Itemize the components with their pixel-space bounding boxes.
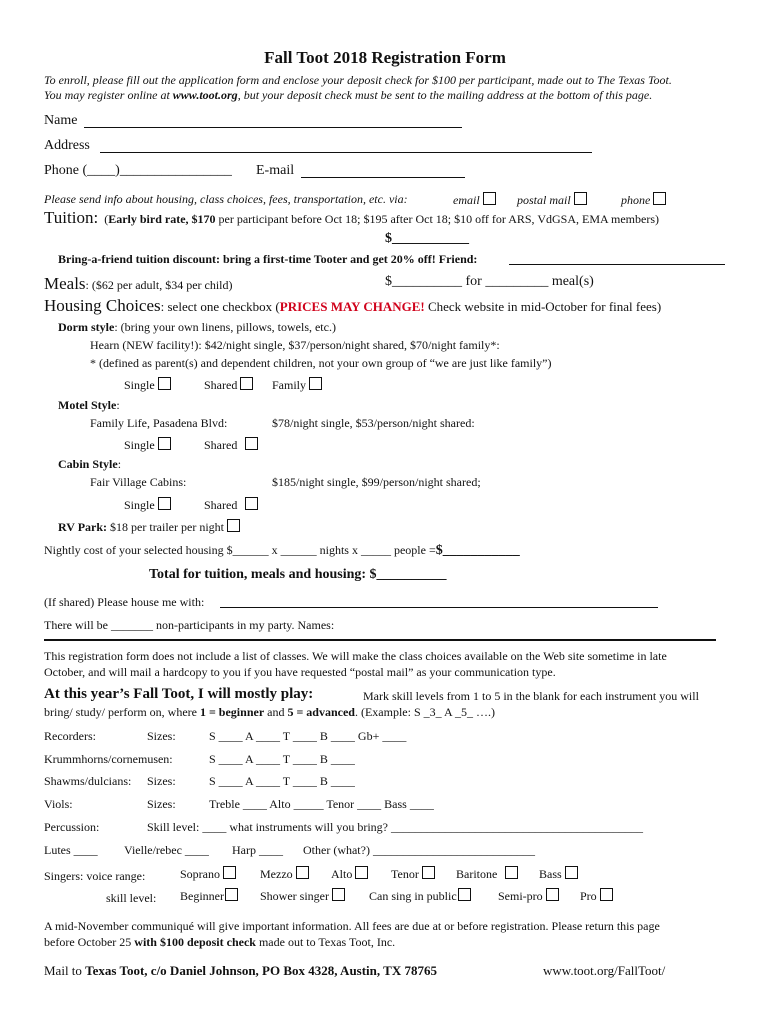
- dorm-single-checkbox[interactable]: [158, 377, 171, 390]
- percussion-field[interactable]: Skill level: ____ what instruments will you bring? __________________________________________: [147, 820, 643, 834]
- phone-field[interactable]: Phone (____)________________: [44, 163, 232, 178]
- meals-row: Meals: ($62 per adult, $34 per child): [44, 274, 233, 293]
- instrument-label: Viols:: [44, 797, 73, 811]
- viol-sizes-field[interactable]: Treble ____ Alto _____ Tenor ____ Bass ____: [209, 797, 434, 811]
- address-field[interactable]: [100, 152, 592, 153]
- email-checkbox[interactable]: [483, 192, 496, 205]
- intro-line-2: You may register online at www.toot.org, but your deposit check must be sent to the mailing address at the bottom of this page.: [44, 88, 653, 102]
- lutes-field[interactable]: Lutes ____: [44, 843, 98, 857]
- email-label: E-mail: [256, 163, 295, 178]
- cabin-style: Cabin Style:: [58, 457, 122, 471]
- voice-option-baritone[interactable]: Baritone: [456, 866, 518, 882]
- dorm-single-option[interactable]: Single: [124, 377, 171, 393]
- skill-option-beginner[interactable]: Beginner: [180, 888, 238, 904]
- nightly-cost-field[interactable]: Nightly cost of your selected housing $______ x ______ nights x _____ people =$___________: [44, 543, 520, 558]
- name-field[interactable]: [84, 127, 462, 128]
- other-instrument-field[interactable]: Other (what?) ___________________________: [303, 843, 535, 857]
- total-field[interactable]: Total for tuition, meals and housing: $__________: [149, 567, 447, 582]
- can-sing-in-public-checkbox[interactable]: [458, 888, 471, 901]
- shared-with-field[interactable]: [220, 607, 658, 608]
- tuition-row: Tuition: (Early bird rate, $170 per participant before Oct 18; $195 after Oct 18; $10 off for ARS, VdGSA, EMA members): [44, 208, 659, 227]
- voice-option-alto[interactable]: Alto: [331, 866, 368, 882]
- beginner-checkbox[interactable]: [225, 888, 238, 901]
- meals-label: Meals: [44, 274, 86, 293]
- sizes-label: Sizes:: [147, 774, 176, 788]
- instrument-label: Percussion:: [44, 820, 100, 834]
- pro-checkbox[interactable]: [600, 888, 613, 901]
- footer-note-1: A mid-November communiqué will give important information. All fees are due at or before registration. Please return this page: [44, 919, 660, 933]
- friend-field[interactable]: [509, 264, 725, 265]
- krummhorn-sizes-field[interactable]: S ____ A ____ T ____ B ____: [209, 752, 355, 766]
- recorder-sizes-field[interactable]: S ____ A ____ T ____ B ____ Gb+ ____: [209, 729, 407, 743]
- dorm-style: Dorm style: (bring your own linens, pillows, towels, etc.): [58, 320, 336, 334]
- play-instructions-2: bring/ study/ perform on, where 1 = beginner and 5 = advanced. (Example: S _3_ A _5_ ….): [44, 705, 495, 719]
- meals-amount-field[interactable]: $__________ for _________ meal(s): [385, 274, 594, 289]
- motel-shared-option[interactable]: Shared: [204, 437, 258, 453]
- motel-shared-checkbox[interactable]: [245, 437, 258, 450]
- instrument-label: Krummhorns/cornemusen:: [44, 752, 173, 766]
- hearn-option: Hearn (NEW facility!): $42/night single, $37/person/night shared, $70/night family*:: [90, 338, 500, 352]
- vielle-field[interactable]: Vielle/rebec ____: [124, 843, 209, 857]
- alto-checkbox[interactable]: [355, 866, 368, 879]
- cabin-shared-checkbox[interactable]: [245, 497, 258, 510]
- shawm-sizes-field[interactable]: S ____ A ____ T ____ B ____: [209, 774, 355, 788]
- skill-level-label: skill level:: [106, 891, 157, 905]
- harp-field[interactable]: Harp ____: [232, 843, 283, 857]
- shower-singer-checkbox[interactable]: [332, 888, 345, 901]
- info-email-option[interactable]: email: [453, 192, 496, 208]
- play-heading: At this year’s Fall Toot, I will mostly play:: [44, 686, 314, 702]
- rv-park-checkbox[interactable]: [227, 519, 240, 532]
- sizes-label: Sizes:: [147, 797, 176, 811]
- soprano-checkbox[interactable]: [223, 866, 236, 879]
- skill-option-pro[interactable]: Pro: [580, 888, 613, 904]
- cabin-single-option[interactable]: Single: [124, 497, 171, 513]
- housing-header: Housing Choices: select one checkbox (PRICES MAY CHANGE! Check website in mid-October for final fees): [44, 296, 662, 315]
- cabin-place: Fair Village Cabins:: [90, 475, 187, 489]
- motel-single-checkbox[interactable]: [158, 437, 171, 450]
- cabin-single-checkbox[interactable]: [158, 497, 171, 510]
- voice-option-soprano[interactable]: Soprano: [180, 866, 236, 882]
- friend-discount: Bring-a-friend tuition discount: bring a first-time Tooter and get 20% off! Friend:: [58, 252, 478, 266]
- skill-option-semi-pro[interactable]: Semi-pro: [498, 888, 559, 904]
- motel-place: Family Life, Pasadena Blvd:: [90, 416, 228, 430]
- dorm-family-option[interactable]: Family: [272, 377, 322, 393]
- dorm-shared-checkbox[interactable]: [240, 377, 253, 390]
- mailing-address: Mail to Texas Toot, c/o Daniel Johnson, PO Box 4328, Austin, TX 78765: [44, 963, 437, 978]
- sizes-label: Sizes:: [147, 729, 176, 743]
- footer-note-2: before October 25 with $100 deposit check made out to Texas Toot, Inc.: [44, 935, 396, 949]
- phone-checkbox[interactable]: [653, 192, 666, 205]
- cabin-price: $185/night single, $99/person/night shared;: [272, 475, 481, 489]
- dorm-shared-option[interactable]: Shared: [204, 377, 253, 393]
- voice-option-bass[interactable]: Bass: [539, 866, 578, 882]
- classes-note-line-2: October, and will mail a hardcopy to you if you have requested “postal mail” as your communication type.: [44, 665, 556, 679]
- name-label: Name: [44, 113, 78, 128]
- email-field[interactable]: [301, 177, 465, 178]
- baritone-checkbox[interactable]: [505, 866, 518, 879]
- shared-with-label: (If shared) Please house me with:: [44, 595, 205, 609]
- postal-checkbox[interactable]: [574, 192, 587, 205]
- motel-price: $78/night single, $53/person/night shared:: [272, 416, 475, 430]
- classes-note-line-1: This registration form does not include a list of classes. We will make the class choices available on the Web site sometime in late: [44, 649, 667, 663]
- family-note: * (defined as parent(s) and dependent children, not your own group of “we are just like family”): [90, 356, 552, 370]
- motel-style: Motel Style:: [58, 398, 120, 412]
- play-instructions-1: Mark skill levels from 1 to 5 in the blank for each instrument you will: [363, 689, 699, 703]
- singers-label: Singers: voice range:: [44, 869, 146, 883]
- rv-park-option[interactable]: RV Park: $18 per trailer per night: [58, 519, 240, 535]
- housing-label: Housing Choices: [44, 296, 161, 315]
- instrument-label: Shawms/dulcians:: [44, 774, 132, 788]
- cabin-shared-option[interactable]: Shared: [204, 497, 258, 513]
- info-postal-option[interactable]: postal mail: [517, 192, 587, 208]
- nonparticipants-field[interactable]: There will be _______ non-participants in my party. Names:: [44, 618, 335, 632]
- voice-option-tenor[interactable]: Tenor: [391, 866, 435, 882]
- info-phone-option[interactable]: phone: [621, 192, 666, 208]
- dorm-family-checkbox[interactable]: [309, 377, 322, 390]
- intro-line-1: To enroll, please fill out the application form and enclose your deposit check for $100 per participant, made out to The Texas Toot.: [44, 73, 672, 87]
- tuition-amount-field[interactable]: $___________: [385, 231, 469, 246]
- semi-pro-checkbox[interactable]: [546, 888, 559, 901]
- section-divider: [44, 639, 716, 641]
- bass-checkbox[interactable]: [565, 866, 578, 879]
- tuition-label: Tuition: [44, 208, 94, 227]
- website-link[interactable]: www.toot.org: [172, 88, 238, 102]
- mezzo-checkbox[interactable]: [296, 866, 309, 879]
- address-label: Address: [44, 138, 90, 153]
- footer-website-link[interactable]: www.toot.org/FallToot/: [543, 963, 666, 978]
- price-warning: PRICES MAY CHANGE!: [279, 299, 425, 314]
- skill-option-public[interactable]: Can sing in public: [369, 888, 471, 904]
- tenor-checkbox[interactable]: [422, 866, 435, 879]
- info-prompt: Please send info about housing, class choices, fees, transportation, etc. via:: [44, 192, 408, 206]
- motel-single-option[interactable]: Single: [124, 437, 171, 453]
- voice-option-mezzo[interactable]: Mezzo: [260, 866, 309, 882]
- skill-option-shower-singer[interactable]: Shower singer: [260, 888, 345, 904]
- page-title: Fall Toot 2018 Registration Form: [264, 48, 506, 67]
- instrument-label: Recorders:: [44, 729, 96, 743]
